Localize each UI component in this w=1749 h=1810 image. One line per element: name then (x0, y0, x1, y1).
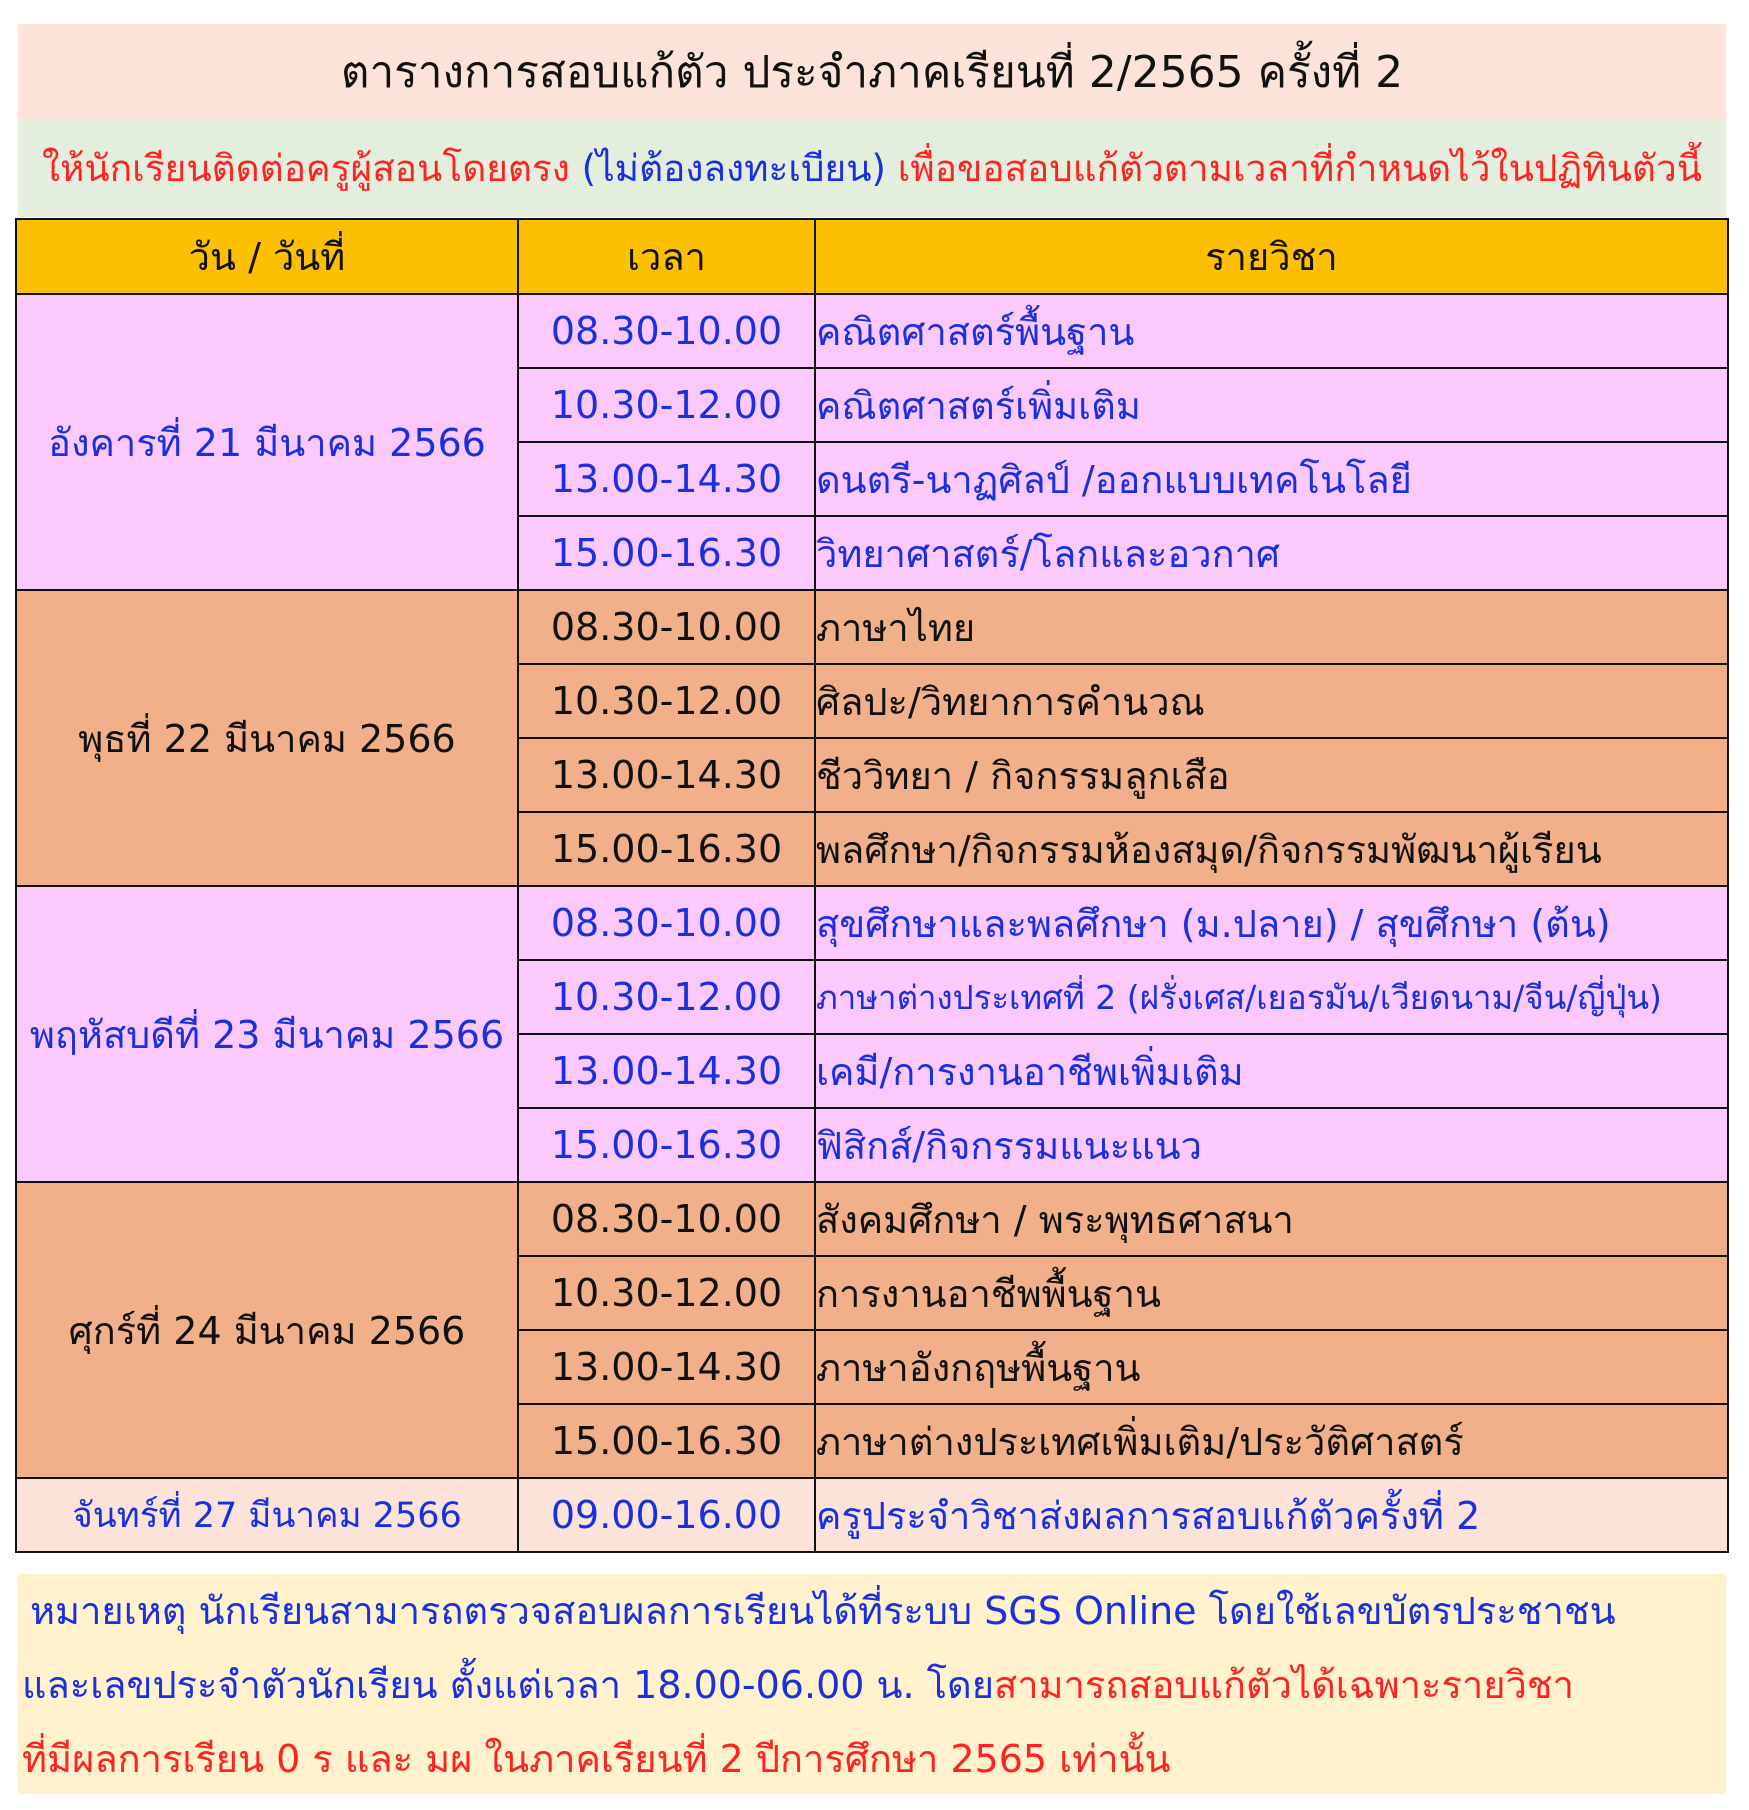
subject-cell: คณิตศาสตร์พื้นฐาน (815, 294, 1728, 368)
time-cell: 15.00-16.30 (518, 812, 815, 886)
note-section (18, 1574, 1726, 1794)
time-cell: 13.00-14.30 (518, 442, 815, 516)
time-cell: 09.00-16.00 (518, 1478, 815, 1552)
subject-cell: ภาษาไทย (815, 590, 1728, 664)
time-cell: 08.30-10.00 (518, 294, 815, 368)
subject-cell: ภาษาต่างประเทศที่ 2 (ฝรั่งเศส/เยอรมัน/เวียดนาม/จีน/ญี่ปุ่น) (815, 960, 1728, 1034)
subject-cell: ภาษาอังกฤษพื้นฐาน (815, 1330, 1728, 1404)
subject-cell: การงานอาชีพพื้นฐาน (815, 1256, 1728, 1330)
note-line-2-red: สามารถสอบแก้ตัวได้เฉพาะรายวิชา (994, 1663, 1574, 1707)
subject-cell: ครูประจำวิชาส่งผลการสอบแก้ตัวครั้งที่ 2 (815, 1478, 1728, 1552)
table-row (16, 886, 1728, 960)
time-cell: 15.00-16.30 (518, 516, 815, 590)
instruction-part-1: ให้นักเรียนติดต่อครูผู้สอนโดยตรง (41, 146, 570, 190)
day-cell-friday: ศุกร์ที่ 24 มีนาคม 2566 (16, 1182, 518, 1478)
table-row (16, 590, 1728, 664)
subject-cell: ชีววิทยา / กิจกรรมลูกเสือ (815, 738, 1728, 812)
instruction-banner (18, 119, 1726, 217)
day-cell-monday: จันทร์ที่ 27 มีนาคม 2566 (16, 1478, 518, 1552)
table-row (16, 294, 1728, 368)
time-cell: 10.30-12.00 (518, 368, 815, 442)
time-cell: 10.30-12.00 (518, 664, 815, 738)
subject-cell: สังคมศึกษา / พระพุทธศาสนา (815, 1182, 1728, 1256)
table-row (16, 1478, 1728, 1552)
subject-cell: เคมี/การงานอาชีพเพิ่มเติม (815, 1034, 1728, 1108)
page-title: ตารางการสอบแก้ตัว ประจำภาคเรียนที่ 2/2565 ครั้งที่ 2 (18, 24, 1726, 119)
exam-schedule-table (15, 218, 1729, 1553)
subject-cell: ดนตรี-นาฏศิลป์ /ออกแบบเทคโนโลยี (815, 442, 1728, 516)
time-cell: 15.00-16.30 (518, 1404, 815, 1478)
table-header-row (16, 219, 1728, 294)
subject-cell: พลศึกษา/กิจกรรมห้องสมุด/กิจกรรมพัฒนาผู้เรียน (815, 812, 1728, 886)
subject-cell: ฟิสิกส์/กิจกรรมแนะแนว (815, 1108, 1728, 1182)
note-line-3: ที่มีผลการเรียน 0 ร และ มผ ในภาคเรียนที่ 2 ปีการศึกษา 2565 เท่านั้น (22, 1737, 1171, 1781)
time-cell: 10.30-12.00 (518, 1256, 815, 1330)
time-cell: 13.00-14.30 (518, 1034, 815, 1108)
header-time: เวลา (518, 219, 815, 294)
instruction-part-3: เพื่อขอสอบแก้ตัวตามเวลาที่กำหนดไว้ในปฏิทินตัวนี้ (897, 146, 1703, 190)
time-cell: 13.00-14.30 (518, 738, 815, 812)
time-cell: 08.30-10.00 (518, 590, 815, 664)
subject-cell: ศิลปะ/วิทยาการคำนวณ (815, 664, 1728, 738)
note-line-2-blue: และเลขประจำตัวนักเรียน ตั้งแต่เวลา 18.00-06.00 น. โดย (22, 1663, 994, 1707)
day-cell-thursday: พฤหัสบดีที่ 23 มีนาคม 2566 (16, 886, 518, 1182)
note-line-1: หมายเหตุ นักเรียนสามารถตรวจสอบผลการเรียนได้ที่ระบบ SGS Online โดยใช้เลขบัตรประชาชน (30, 1589, 1616, 1633)
day-cell-tuesday: อังคารที่ 21 มีนาคม 2566 (16, 294, 518, 590)
header-day: วัน / วันที่ (16, 219, 518, 294)
table-row (16, 1182, 1728, 1256)
time-cell: 08.30-10.00 (518, 886, 815, 960)
time-cell: 10.30-12.00 (518, 960, 815, 1034)
day-cell-wednesday: พุธที่ 22 มีนาคม 2566 (16, 590, 518, 886)
time-cell: 08.30-10.00 (518, 1182, 815, 1256)
instruction-part-2: (ไม่ต้องลงทะเบียน) (569, 146, 898, 190)
subject-cell: คณิตศาสตร์เพิ่มเติม (815, 368, 1728, 442)
time-cell: 15.00-16.30 (518, 1108, 815, 1182)
note-line-2 (22, 1654, 1574, 1715)
subject-cell: สุขศึกษาและพลศึกษา (ม.ปลาย) / สุขศึกษา (ต้น) (815, 886, 1728, 960)
time-cell: 13.00-14.30 (518, 1330, 815, 1404)
subject-cell: วิทยาศาสตร์/โลกและอวกาศ (815, 516, 1728, 590)
header-subject: รายวิชา (815, 219, 1728, 294)
subject-cell: ภาษาต่างประเทศเพิ่มเติม/ประวัติศาสตร์ (815, 1404, 1728, 1478)
